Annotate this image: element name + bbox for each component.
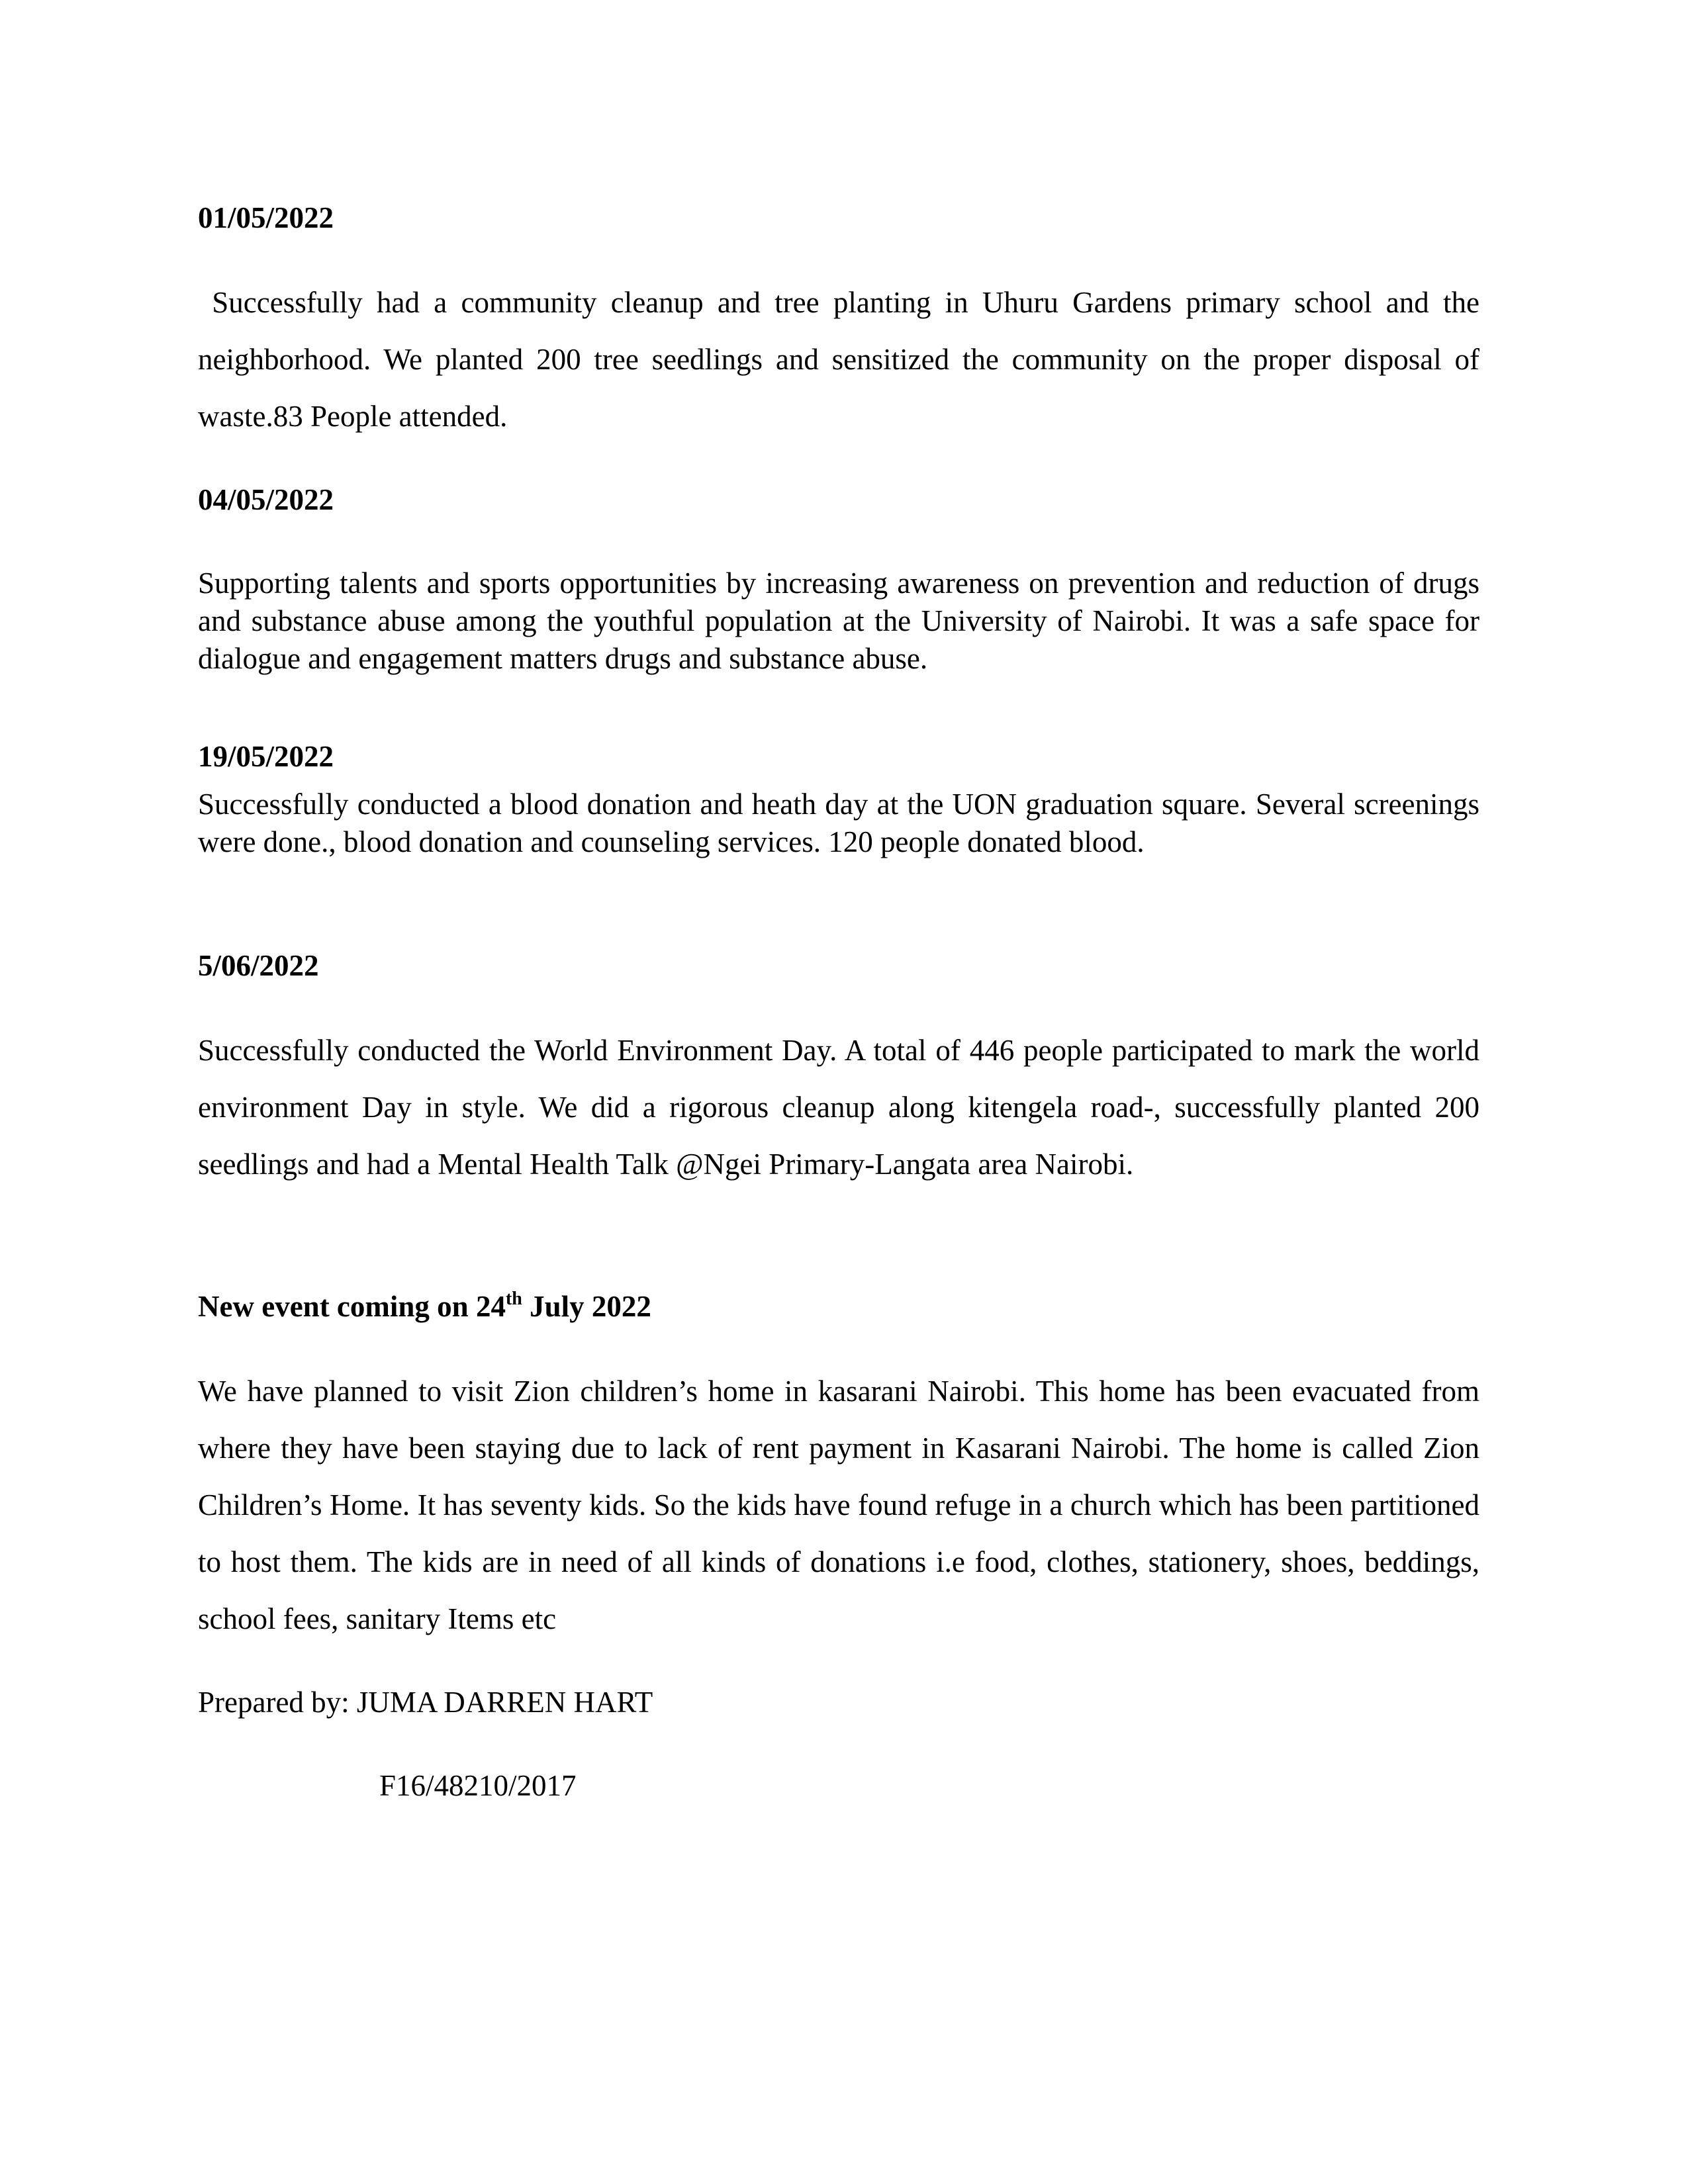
entry-text: Successfully conducted the World Environment Day. A total of 446 people participated to mark the world environment Day in style. We did a rigorous cleanup along kitengela road-, successfully planted 200 seedlings and had a Mental Health Talk @Ngei Primary-Langata area Nairobi. <box>198 1034 1479 1181</box>
upcoming-event-text: We have planned to visit Zion children’s home in kasarani Nairobi. This home has been evacuated from where they have been staying due to lack of rent payment in Kasarani Nairobi. The home is called Zion Children’s Home. It has seventy kids. So the kids have found refuge in a church which has been partitioned to host them. The kids are in need of all kinds of donations i.e food, clothes, stationery, shoes, beddings, school fees, sanitary Items etc <box>198 1375 1479 1635</box>
entry-text: Successfully conducted a blood donation and heath day at the UON graduation square. Several screenings were done., blood donation and counseling services. 120 people donated blood. <box>198 788 1479 858</box>
entry-text: Successfully had a community cleanup and tree planting in Uhuru Gardens primary school and the neighborhood. We planted 200 tree seedlings and sensitized the community on the proper disposal of waste.83 People attended. <box>198 286 1487 433</box>
entry-text: Supporting talents and sports opportunities by increasing awareness on prevention and reduction of drugs and substance abuse among the youthful population at the University of Nairobi. It was a safe space for dialogue and engagement matters drugs and substance abuse. <box>198 567 1479 675</box>
heading-suffix: July 2022 <box>522 1290 651 1323</box>
upcoming-event-heading <box>198 1289 1479 1324</box>
heading-prefix: New event coming on 24 <box>198 1290 506 1323</box>
registration-number: F16/48210/2017 <box>379 1769 577 1802</box>
entry-date: 01/05/2022 <box>198 201 334 234</box>
entry-date: 04/05/2022 <box>198 483 334 516</box>
entry-date: 19/05/2022 <box>198 740 334 773</box>
heading-superscript: th <box>505 1289 522 1309</box>
entry-date: 5/06/2022 <box>198 949 319 982</box>
prepared-by: Prepared by: JUMA DARREN HART <box>198 1686 653 1719</box>
